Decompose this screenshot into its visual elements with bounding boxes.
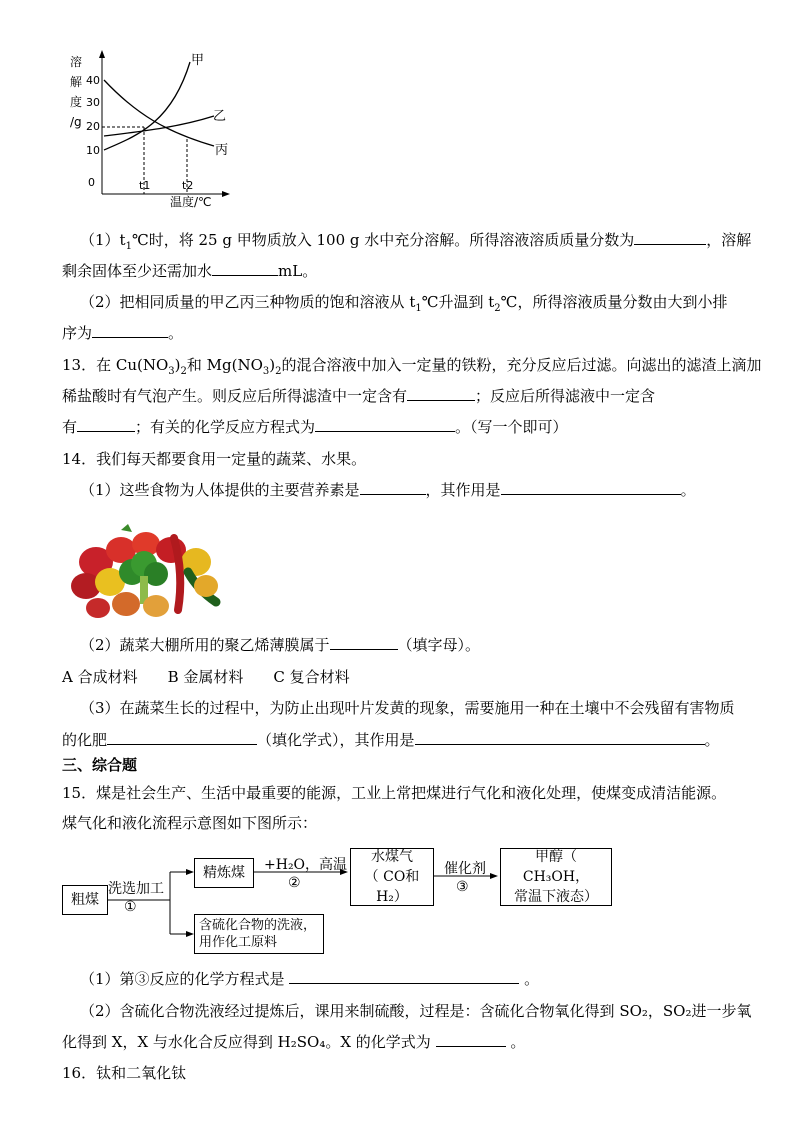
q14-part2: （2）蔬菜大棚所用的聚乙烯薄膜属于 （填字母）。: [80, 636, 481, 654]
ylabel-char-2: 解: [70, 75, 83, 89]
series-yi-label: 乙: [213, 109, 227, 124]
q15-part1: （1）第③反应的化学方程式是 。: [80, 970, 540, 988]
blank[interactable]: [360, 479, 426, 495]
blank[interactable]: [330, 634, 398, 650]
flow-water-gas: 水煤气 （ CO和 H₂）: [350, 848, 434, 906]
y-axis-arrow: [99, 50, 105, 58]
solubility-chart: [66, 44, 236, 214]
blank[interactable]: [501, 479, 681, 495]
blank[interactable]: [107, 729, 257, 745]
x-axis-arrow: [222, 191, 230, 197]
q12-part1-line2: 剩余固体至少还需加水 mL。: [62, 262, 318, 280]
q15-line1: 15．煤是社会生产、生活中最重要的能源，工业上常把煤进行气化和液化处理，使煤变成清洁能源。: [62, 784, 727, 802]
blank[interactable]: [289, 968, 519, 984]
blank[interactable]: [436, 1031, 506, 1047]
q16-title: 16．钛和二氧化钛: [62, 1064, 187, 1082]
flow-step2-num: ②: [288, 875, 301, 891]
series-jia-label: 甲: [191, 53, 205, 68]
ytick-40: 40: [86, 74, 100, 87]
flow-step1-label: 洗选加工: [108, 881, 164, 897]
blank[interactable]: [77, 416, 135, 432]
y-axis-label: [70, 54, 82, 129]
blank[interactable]: [212, 260, 278, 276]
series-jia-curve: [104, 62, 190, 150]
xtick-t2: t2: [182, 179, 194, 192]
flow-raw-coal: 粗煤: [62, 885, 108, 915]
vegetable-basket-image: [66, 524, 226, 620]
q15-part2-line2: 化得到 X，X 与水化合反应得到 H₂SO₄。X 的化学式为 。: [62, 1033, 526, 1051]
q12-part2-line2: 序为 。: [62, 324, 184, 342]
series-bing-label: 丙: [215, 143, 229, 158]
ytick-0: 0: [88, 176, 95, 189]
ytick-20: 20: [86, 120, 100, 133]
series-bing-curve: [104, 80, 214, 146]
flow-refined-coal: 精炼煤: [194, 858, 254, 888]
ylabel-char-3: 度: [70, 95, 83, 109]
section-title: 三、综合题: [62, 756, 138, 774]
flow-wash-liquid: 含硫化合物的洗液， 用作化工原料: [194, 914, 324, 954]
ytick-10: 10: [86, 144, 100, 157]
q14-options: A 合成材料 B 金属材料 C 复合材料: [62, 668, 350, 686]
q14-part1: （1）这些食物为人体提供的主要营养素是 ，其作用是 。: [80, 481, 696, 499]
x-axis-label: 温度/℃: [170, 195, 212, 209]
ytick-30: 30: [86, 96, 100, 109]
q15-part2-line1: （2）含硫化合物洗液经过提炼后，课用来制硫酸，过程是：含硫化合物氧化得到 SO₂，SO₂进一步氧: [80, 1002, 752, 1020]
blank[interactable]: [634, 229, 706, 245]
q12-part1-line1: $(1)t_1℃$时，将 25 g 甲物质放入 100 g 水中充分溶解。所得溶液溶质质量分数为 ，溶解: [80, 231, 752, 252]
xtick-t1: t1: [139, 179, 151, 192]
blank[interactable]: [315, 416, 455, 432]
q15-line2: 煤气化和液化流程示意图如下图所示：: [62, 814, 318, 832]
q14-title: 14．我们每天都要食用一定量的蔬菜、水果。: [62, 450, 367, 468]
flow-step3-label: 催化剂: [444, 861, 486, 877]
q13-line1: 13．在 $Cu(NO_3)_2$和 $Mg(NO_3)_2$的混合溶液中加入一定量的铁粉，充分反应后过滤。向滤出的滤渣上滴加: [62, 356, 762, 377]
flow-step1-num: ①: [124, 899, 137, 915]
ylabel-char-4: /g: [70, 115, 82, 129]
blank[interactable]: [92, 322, 168, 338]
blank[interactable]: [407, 385, 475, 401]
q14-part3-line2: 的化肥 （填化学式），其作用是 。: [62, 731, 720, 749]
series-yi-curve: [104, 116, 214, 136]
flow-step2-label: +H₂O，高温: [264, 857, 348, 873]
q13-line3: 有 ；有关的化学反应方程式为 。（写一个即可）: [62, 418, 568, 436]
q13-line2: 稀盐酸时有气泡产生。则反应后所得滤渣中一定含有 ；反应后所得滤液中一定含: [62, 387, 656, 405]
blank[interactable]: [415, 729, 705, 745]
q14-part3-line1: （3）在蔬菜生长的过程中，为防止出现叶片发黄的现象，需要施用一种在土壤中不会残留有害物质: [80, 699, 735, 717]
ylabel-char-1: 溶: [70, 55, 83, 69]
flow-methanol: 甲醇（ CH₃OH， 常温下液态）: [500, 848, 612, 906]
q12-part2-line1: （2）把相同质量的甲乙丙三种物质的饱和溶液从 $t_1℃$升温到 $t_2℃$，所得溶液质量分数由大到小排: [80, 293, 728, 314]
flow-step3-num: ③: [456, 879, 469, 895]
